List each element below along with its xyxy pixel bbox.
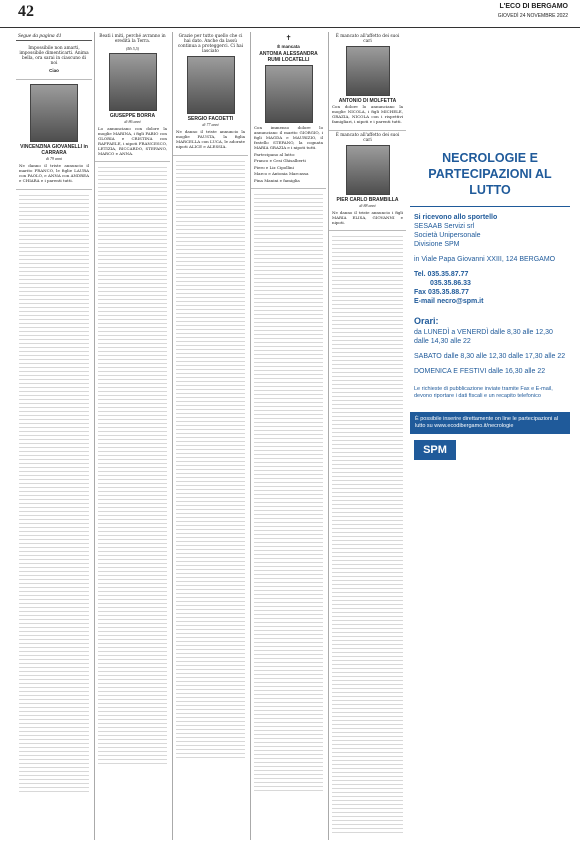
portrait-photo xyxy=(187,56,235,114)
ad-line: Si ricevono allo sportello xyxy=(414,214,498,221)
condolence-item: Marco e Antonia Marcassa xyxy=(254,171,309,176)
deceased-name: PIER CARLO BRAMBILLA xyxy=(336,196,399,203)
obituary-text: Lo annunciano con dolore la moglie MARINA, i figli FABIO con GLORIA e CRISTINA con RAFFAELE, i nipoti FRANCESCO, LETIZIA, RICCARDO, STEFANO, MARCO e ANNA. xyxy=(98,125,167,156)
obituary-intro: È mancato all'affetto dei suoi cari xyxy=(335,34,400,44)
obituary-text-continuation xyxy=(254,191,323,791)
continued-from-label: Segue da pagina 41 xyxy=(16,32,92,41)
portrait-photo xyxy=(109,53,157,111)
obituary-columns xyxy=(16,32,406,840)
obituary-text-continuation xyxy=(19,192,89,792)
column-3 xyxy=(172,32,248,840)
obituary-text: Con dolore lo annunciano la moglie NICOLA, i figli MICHELE, GRAZIA, NICOLA con i rispettivi famigliari, i nipoti e i parenti tutti. xyxy=(332,104,403,124)
obituary-block xyxy=(329,32,406,131)
obituary-text-continuation xyxy=(98,164,167,764)
column-4 xyxy=(250,32,326,840)
obituary-intro: È mancato all'affetto dei suoi cari xyxy=(335,132,400,143)
deceased-age: di 86 anni xyxy=(124,118,141,124)
obituary-block xyxy=(16,80,92,190)
deceased-name: VINCENZINA GIOVANELLI in CARRARA xyxy=(20,144,88,156)
ad-hours-weekdays: da LUNEDÌ a VENERDÌ dalle 8,30 alle 12,30 dalle 14,30 alle 22 xyxy=(414,329,553,345)
obituary-block xyxy=(173,32,248,156)
portrait-photo xyxy=(346,46,390,96)
ad-phone: 035.35.86.33 xyxy=(430,280,471,287)
ad-fax: Fax 035.35.88.77 xyxy=(414,289,469,296)
cross-icon: ✝ xyxy=(285,34,292,42)
ad-phone: Tel. 035.35.87.77 xyxy=(414,271,469,278)
condolence-item: Piero e Liz Cipollini xyxy=(254,164,294,170)
ad-online-banner: È possibile inserire direttamente on line le partecipazioni al lutto su www.ecodibergamo.it/necrologie xyxy=(410,412,570,434)
condolence-item: Pina Manini e famiglia xyxy=(254,177,300,183)
obituary-intro: È mancata xyxy=(277,44,300,49)
deceased-name: SERGIO FACOETTI xyxy=(187,116,234,122)
obituary-text: Ne danno il triste annuncio la moglie FAUSTA, la figlia MARCELLA con LUCA, le adorate nipoti ALICE e ALESSIA. xyxy=(176,129,245,149)
ad-line: SESAAB Servizi srl xyxy=(414,223,475,230)
ad-contact-info xyxy=(410,207,570,312)
condolence-list-intro: Partecipano al lutto: xyxy=(254,151,296,157)
page-number: 42 xyxy=(18,3,34,20)
quote-reference: (Mt 5,5) xyxy=(125,45,140,51)
issue-date: GIOVEDÌ 24 NOVEMBRE 2022 xyxy=(497,13,568,19)
obituary-text: Con immenso dolore lo annunciano il marito GIORGIO, i figli MAGDA e MAURIZIO, il fratello STEFANO, la cognata MARIA GRAZIA e i nipoti tutti. xyxy=(254,125,323,150)
page-header xyxy=(0,0,580,28)
portrait-photo xyxy=(346,145,390,195)
obituary-text-continuation xyxy=(176,158,245,758)
newspaper-name: L'ECO DI BERGAMO xyxy=(499,3,568,10)
spm-logo: SPM xyxy=(414,440,456,460)
obituary-intro: Grazie per tutto quello che ci hai dato. Anche da lassù continua a proteggerci. Ci hai lasciato xyxy=(177,34,244,54)
ad-hours-sunday: DOMENICA E FESTIVI dalle 16,30 alle 22 xyxy=(414,368,546,375)
ad-title: NECROLOGIE E PARTECIPAZIONI AL LUTTO xyxy=(410,144,570,207)
column-2 xyxy=(94,32,170,840)
obituary-text-continuation xyxy=(332,233,403,833)
quote-text: Beati i miti, perché avranno in eredità la Terra. xyxy=(99,34,166,44)
ad-hours-saturday: SABATO dalle 8,30 alle 12,30 dalle 17,30 alle 22 xyxy=(414,353,566,360)
ad-line: Società Unipersonale xyxy=(414,232,481,239)
deceased-age: di 77 anni xyxy=(202,122,219,127)
deceased-name: GIUSEPPE BORRA xyxy=(109,112,156,119)
column-5 xyxy=(328,32,406,840)
portrait-photo xyxy=(30,84,78,142)
ad-address: in Viale Papa Giovanni XXIII, 124 BERGAMO xyxy=(414,256,556,263)
deceased-age: di 88 anni xyxy=(359,202,376,208)
deceased-name: ANTONIO DI MOLFETTA xyxy=(338,98,397,104)
ad-line: Divisione SPM xyxy=(414,241,460,248)
quote-text: Impossibile non amarti, impossibile dimenticarti. Anima bella, ora sarai in ciascuno di noi xyxy=(19,46,89,66)
portrait-photo xyxy=(265,65,313,123)
obituary-block xyxy=(329,131,406,232)
obituary-block xyxy=(16,44,92,80)
obituary-block xyxy=(251,32,326,189)
deceased-age: di 79 anni xyxy=(45,156,63,161)
column-1 xyxy=(16,32,92,840)
obituary-block xyxy=(95,32,170,162)
ad-note: Le richieste di pubblicazione inviate tramite Fax e E-mail, devono riportare i dati fiscali e un recapito telefonico xyxy=(414,386,553,399)
ad-email: E-mail necro@spm.it xyxy=(414,298,484,305)
deceased-name: ANTONIA ALESSANDRA RUMI LOCATELLI xyxy=(259,51,318,63)
quote-signature: Ciao xyxy=(49,68,59,73)
obituary-service-ad xyxy=(410,144,570,834)
obituary-text: Ne danno il triste annuncio i figli MARIA ELISA, GIOVANNI e nipoti. xyxy=(332,209,403,225)
condolence-item: Franco e Cesi Ghisalberti xyxy=(254,158,306,163)
ad-hours-title: Orari: xyxy=(414,316,439,326)
obituary-text: Ne danno il triste annuncio il marito FRANCO, le figlie LAURA con PAOLO, e ANNA con ANDREA e CHIARA e i parenti tutti. xyxy=(19,163,89,183)
